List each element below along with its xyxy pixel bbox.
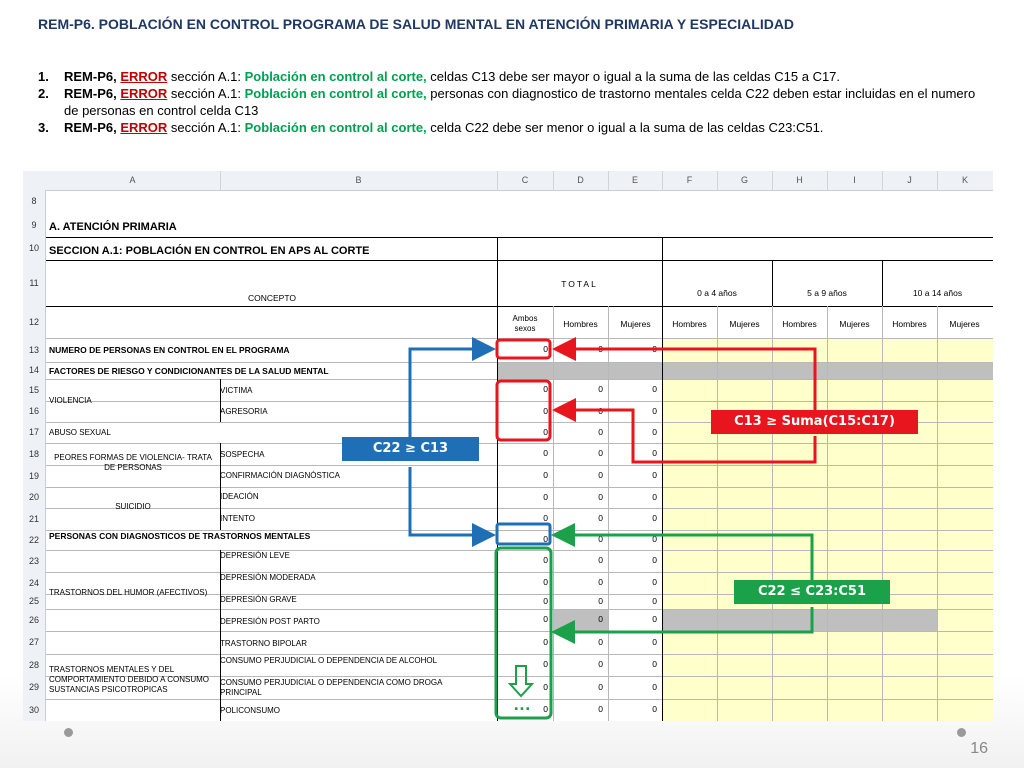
- sex-header-hombres: Hombres: [892, 319, 927, 329]
- row-number-23[interactable]: 23: [23, 550, 46, 573]
- cell-value[interactable]: 0: [598, 405, 603, 416]
- ellipsis-marker: …: [513, 694, 531, 714]
- cell-value[interactable]: 0: [598, 614, 603, 624]
- cell-value[interactable]: 0: [543, 636, 548, 647]
- cell-value[interactable]: 0: [652, 344, 657, 354]
- row-number-25[interactable]: 25: [23, 594, 46, 610]
- row-number-18[interactable]: 18: [23, 443, 46, 466]
- column-header-G[interactable]: G: [717, 171, 773, 190]
- cell-value[interactable]: 0: [652, 426, 657, 437]
- violencia-label: VIOLENCIA: [49, 396, 92, 405]
- row-number-17[interactable]: 17: [23, 422, 46, 444]
- cell-value[interactable]: 0: [543, 614, 548, 624]
- cell-value[interactable]: 0: [543, 344, 548, 354]
- dep-grave-label: DEPRESIÓN GRAVE: [220, 595, 297, 604]
- column-header-C[interactable]: C: [497, 171, 554, 190]
- intento-label: INTENTO: [220, 514, 255, 523]
- column-header-D[interactable]: D: [553, 171, 609, 190]
- victima-label: VICTIMA: [220, 386, 253, 395]
- row-number-30[interactable]: 30: [23, 699, 46, 721]
- row-number-24[interactable]: 24: [23, 572, 46, 595]
- row14-label: FACTORES DE RIESGO Y CONDICIONANTES DE LA SALUD MENTAL: [49, 366, 329, 376]
- sex-header-mujeres: Mujeres: [839, 319, 870, 329]
- alcohol-label: CONSUMO PERJUDICIAL O DEPENDENCIA DE ALCOHOL: [220, 656, 438, 665]
- cell-value[interactable]: 0: [652, 491, 657, 502]
- cell-value[interactable]: 0: [598, 344, 603, 354]
- column-header-H[interactable]: H: [772, 171, 828, 190]
- sex-header-mujeres: Mujeres: [729, 319, 760, 329]
- row-number-26[interactable]: 26: [23, 609, 46, 632]
- cell-value[interactable]: 0: [652, 659, 657, 669]
- cell-value[interactable]: 0: [598, 595, 603, 606]
- cell-value[interactable]: 0: [598, 384, 603, 394]
- cell-value[interactable]: 0: [543, 426, 548, 437]
- cell-value[interactable]: 0: [598, 534, 603, 544]
- row-number-20[interactable]: 20: [23, 487, 46, 509]
- row-number-29[interactable]: 29: [23, 676, 46, 700]
- cell-value[interactable]: 0: [543, 577, 548, 587]
- cell-value[interactable]: 0: [652, 636, 657, 647]
- cell-value[interactable]: 0: [652, 405, 657, 416]
- cell-value[interactable]: 0: [543, 491, 548, 502]
- cell-value[interactable]: 0: [543, 704, 548, 714]
- green-arrow-down: [557, 607, 812, 632]
- row13-label: NUMERO DE PERSONAS EN CONTROL EN EL PROGRAMA: [49, 345, 290, 355]
- note-item: 2. REM-P6, ERROR sección A.1: Población en control al corte, personas con diagnostico de trastorno mentales celda C22 deben estar incluidas en el numero de personas en control celda C13: [38, 86, 976, 118]
- down-arrow-icon: [510, 666, 532, 696]
- row-number-9[interactable]: 9: [23, 213, 46, 238]
- sospecha-label: SOSPECHA: [220, 450, 265, 459]
- cell-value[interactable]: 0: [652, 681, 657, 692]
- badge-c13: C13 ≥ Suma(C15:C17): [711, 410, 918, 434]
- cell-value[interactable]: 0: [652, 555, 657, 565]
- cell-value[interactable]: 0: [598, 513, 603, 523]
- droga-label: CONSUMO PERJUDICIAL O DEPENDENCIA COMO DROGA PRINCIPAL: [220, 678, 442, 697]
- cell-value[interactable]: 0: [598, 491, 603, 502]
- cell-value[interactable]: 0: [652, 577, 657, 587]
- concepto-header: CONCEPTO: [247, 293, 297, 303]
- red-box-c13: [497, 340, 550, 358]
- row-number-19[interactable]: 19: [23, 465, 46, 488]
- nav-dot-left[interactable]: [64, 728, 73, 737]
- row-number-13[interactable]: 13: [23, 338, 46, 363]
- row-number-11[interactable]: 11: [23, 260, 46, 307]
- section-title: A. ATENCIÓN PRIMARIA: [49, 221, 177, 233]
- row-number-8[interactable]: 8: [23, 190, 46, 214]
- cell-value[interactable]: 0: [598, 470, 603, 480]
- column-header-K[interactable]: K: [937, 171, 993, 190]
- cell-value[interactable]: 0: [543, 595, 548, 606]
- policonsumo-label: POLICONSUMO: [220, 706, 281, 715]
- ambos-sexos: Ambos sexos: [512, 314, 538, 333]
- cell-value[interactable]: 0: [598, 426, 603, 437]
- cell-value[interactable]: 0: [598, 555, 603, 565]
- age-10-14: 10 a 14 años: [912, 288, 963, 298]
- row-number-22[interactable]: 22: [23, 530, 46, 551]
- confirmacion-label: CONFIRMACIÓN DIAGNÓSTICA: [220, 471, 341, 480]
- row-number-21[interactable]: 21: [23, 508, 46, 531]
- dep-leve-label: DEPRESIÓN LEVE: [220, 551, 290, 560]
- cell-value[interactable]: 0: [543, 384, 548, 394]
- bipolar-label: TRASTORNO BIPOLAR: [220, 639, 307, 648]
- ideacion-label: IDEACIÓN: [220, 492, 259, 501]
- red-box-c15-c17: [497, 381, 550, 440]
- badge-c22: C22 ≥ C13: [342, 437, 479, 461]
- abuso-label: ABUSO SEXUAL: [49, 428, 111, 437]
- row-number-14[interactable]: 14: [23, 362, 46, 380]
- cell-value[interactable]: 0: [652, 595, 657, 606]
- sustancias-label: TRASTORNOS MENTALES Y DEL COMPORTAMIENTO DEBIDO A CONSUMO SUSTANCIAS PSICOTROPICAS: [49, 665, 210, 694]
- column-header-E[interactable]: E: [608, 171, 663, 190]
- humor-label: TRASTORNOS DEL HUMOR (AFECTIVOS): [49, 588, 208, 597]
- dep-mod-label: DEPRESIÓN MODERADA: [220, 573, 316, 582]
- column-header-A[interactable]: A: [45, 171, 221, 190]
- agresoria-label: AGRESORIA: [220, 407, 268, 416]
- dep-post-label: DEPRESIÓN POST PARTO: [220, 617, 320, 626]
- peores-label: PEORES FORMAS DE VIOLENCIA- TRATA DE PERSONAS: [54, 453, 212, 472]
- page-number: 16: [970, 740, 988, 757]
- green-arrow-up: [557, 535, 812, 580]
- sex-header-hombres: Hombres: [672, 319, 707, 329]
- cell-value[interactable]: 0: [598, 704, 603, 714]
- slide-title: REM-P6. POBLACIÓN EN CONTROL PROGRAMA DE SALUD MENTAL EN ATENCIÓN PRIMARIA Y ESPECIALIDAD: [38, 16, 795, 32]
- row-number-16[interactable]: 16: [23, 401, 46, 423]
- row-number-10[interactable]: 10: [23, 237, 46, 261]
- cell-value[interactable]: 0: [598, 659, 603, 669]
- note-item: 3. REM-P6, ERROR sección A.1: Población en control al corte, celda C22 debe ser menor o igual a la suma de las celdas C23:C51.: [38, 120, 824, 135]
- cell-value[interactable]: 0: [652, 534, 657, 544]
- row-number-27[interactable]: 27: [23, 631, 46, 655]
- suicidio-label: SUICIDIO: [115, 502, 151, 511]
- cell-value[interactable]: 0: [598, 448, 603, 458]
- row22-label: PERSONAS CON DIAGNOSTICOS DE TRASTORNOS MENTALES: [49, 531, 311, 541]
- column-header-F[interactable]: F: [662, 171, 718, 190]
- column-header-J[interactable]: J: [882, 171, 938, 190]
- sex-header-hombres: Hombres: [563, 319, 598, 329]
- row-number-12[interactable]: 12: [23, 306, 46, 339]
- cell-value[interactable]: 0: [598, 636, 603, 647]
- row-number-28[interactable]: 28: [23, 654, 46, 677]
- cell-value[interactable]: 0: [543, 448, 548, 458]
- column-header-B[interactable]: B: [220, 171, 498, 190]
- column-header-I[interactable]: I: [827, 171, 883, 190]
- cell-value[interactable]: 0: [543, 555, 548, 565]
- subsection-title: SECCION A.1: POBLACIÓN EN CONTROL EN APS AL CORTE: [49, 245, 370, 257]
- cell-value[interactable]: 0: [598, 681, 603, 692]
- row-number-15[interactable]: 15: [23, 379, 46, 402]
- total-header: TOTAL: [561, 279, 598, 289]
- cell-value[interactable]: 0: [543, 534, 548, 544]
- blue-box-c22: [497, 524, 550, 544]
- cell-value[interactable]: 0: [543, 659, 548, 669]
- sex-header-mujeres: Mujeres: [949, 319, 980, 329]
- sex-header-mujeres: Mujeres: [620, 319, 651, 329]
- sex-header-hombres: Hombres: [782, 319, 817, 329]
- cell-value[interactable]: 0: [652, 384, 657, 394]
- cell-value[interactable]: 0: [652, 448, 657, 458]
- badge-c23: C22 ≤ C23:C51: [734, 580, 890, 604]
- blue-arrow-up: [410, 349, 490, 437]
- age-0-4: 0 a 4 años: [697, 288, 737, 298]
- cell-value[interactable]: 0: [543, 405, 548, 416]
- note-item: 1. REM-P6, ERROR sección A.1: Población en control al corte, celdas C13 debe ser mayor o igual a la suma de las celdas C15 a C17.: [38, 69, 841, 84]
- cell-value[interactable]: 0: [543, 470, 548, 480]
- red-arrow-1: [558, 349, 815, 410]
- blue-arrow-down: [410, 467, 490, 535]
- cell-value[interactable]: 0: [598, 577, 603, 587]
- cell-value[interactable]: 0: [543, 681, 548, 692]
- cell-value[interactable]: 0: [652, 470, 657, 480]
- cell-value[interactable]: 0: [543, 513, 548, 523]
- cell-value[interactable]: 0: [652, 513, 657, 523]
- cell-value[interactable]: 0: [652, 704, 657, 714]
- age-5-9: 5 a 9 años: [807, 288, 847, 298]
- nav-dot-right[interactable]: [957, 728, 966, 737]
- cell-value[interactable]: 0: [652, 614, 657, 624]
